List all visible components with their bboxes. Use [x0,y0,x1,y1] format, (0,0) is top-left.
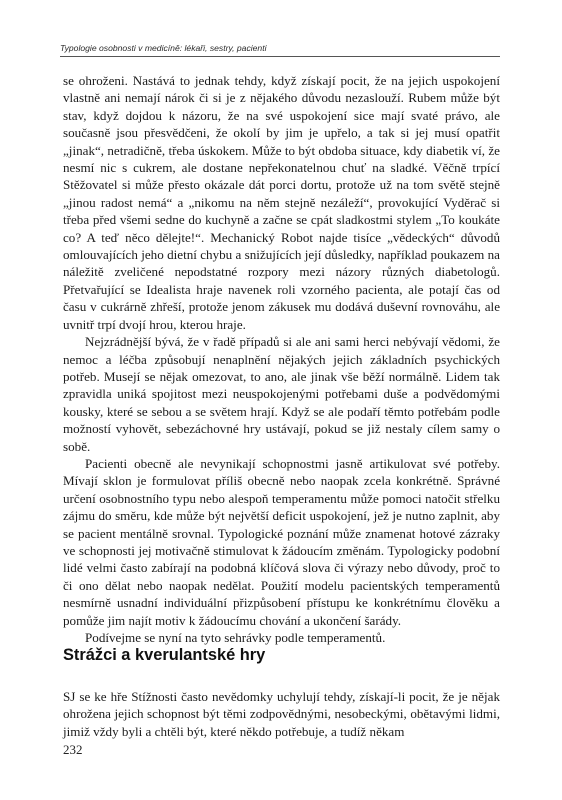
paragraph: Pacienti obecně ale nevynikají schopnostmi jasně artikulovat své potřeby. Mívají sklon je formulovat příliš obecně nebo naopak zcela konkrétně. Správné určení osobnostního typu nebo alespoň temperamentu může pomoci natočit střelku zájmu do směru, kde může být největší deficit uspokojení, jež je nutno zaplnit, aby se pacient mentálně srovnal. Typologické poznání může znamenat hotové zázraky ve schopnosti jej motivačně stimulovat k žádoucím změnám. Typologicky podobní lidé velmi často zabírají na podobná klíčová slova či výrazy nebo důvody, proč to či ono dělat nebo naopak nedělat. Použití modelu pacientských temperamentů nesmírně usnadní individuální přizpůsobení přístupu ke konkrétnímu člověku a pomůže jim najít motiv k žádoucímu chování a ukončení šarády. [63,455,500,628]
body-text [63,72,500,646]
paragraph: Nejzrádnější bývá, že v řadě případů si ale ani sami herci nebývají vědomi, že nemoc a léčba způsobují nenaplnění nějakých jejich základních psychických potřeb. Musejí se nějak omezovat, to ano, ale jinak vše běží normálně. Lidem tak zpravidla uniká spojitost mezi neuspokojenými potřebami duše a podvědomými kousky, které se sebou a se světem hrají. Když se ale podaří těmto potřebám podle možností vyhovět, sebezáchovné hry ustávají, pokud se již nestaly cílem samy o sobě. [63,334,500,454]
section-heading: Strážci a kverulantské hry [63,646,266,664]
section-body [63,688,500,740]
page-number: 232 [63,742,83,757]
running-header [60,43,500,57]
paragraph: SJ se ke hře Stížnosti často nevědomky uchylují tehdy, získají-li pocit, že je nějak ohrožena jejich schopnost být těmi zodpovědnými, nesobeckými, obětavými lidmi, jimiž vždy byli a chtěli být, které někdo potřebuje, a tudíž někam [63,689,500,739]
paragraph: se ohroženi. Nastává to jednak tehdy, když získají pocit, že na jejich uspokojení vlastně ani nemají nárok či si je z nějakého důvodu nezaslouží. Rubem může být stav, když dojdou k názoru, že na své uspokojení sice mají svaté právo, ale současně jsou přesvědčeni, že okolí by jim je upřelo, a tak si jej musí opatřit „jinak“, netradičně, třeba úskokem. Může to být obdoba situace, kdy diabetik ví, že nesmí nic s cukrem, ale dostane nepřekonatelnou chuť na sladké. Věčně trpící Stěžovatel si může přesto okázale dát porci dortu, protože už na tom světě stejně „jinou radost nemá“ a „nikomu na něm stejně nezáleží“, provokující Vyděrač si třeba před všemi sedne do kuchyně a začne se cpát sladkostmi stylem „To koukáte co? A teď něco dělejte!“. Mechanický Robot najde tisíce „vědeckých“ důvodů omlouvajících jeho dietní chybu a snižujících její důsledky, například poukazem na náležitě zveličené nepodstatné rozpory mezi názory různých diabetologů. Přetvařující se Idealista hraje navenek roli vzorného pacienta, ale potají čas od času v cukrárně zhřeší, protože jenom zákusek mu dodává duševní rovnováhu, ale uvnitř trpí dvojí hrou, kterou hraje. [63,73,500,332]
running-title: Typologie osobnosti v medicíně: lékaři, sestry, pacienti [60,43,267,53]
paragraph: Podívejme se nyní na tyto sehrávky podle temperamentů. [85,630,386,645]
